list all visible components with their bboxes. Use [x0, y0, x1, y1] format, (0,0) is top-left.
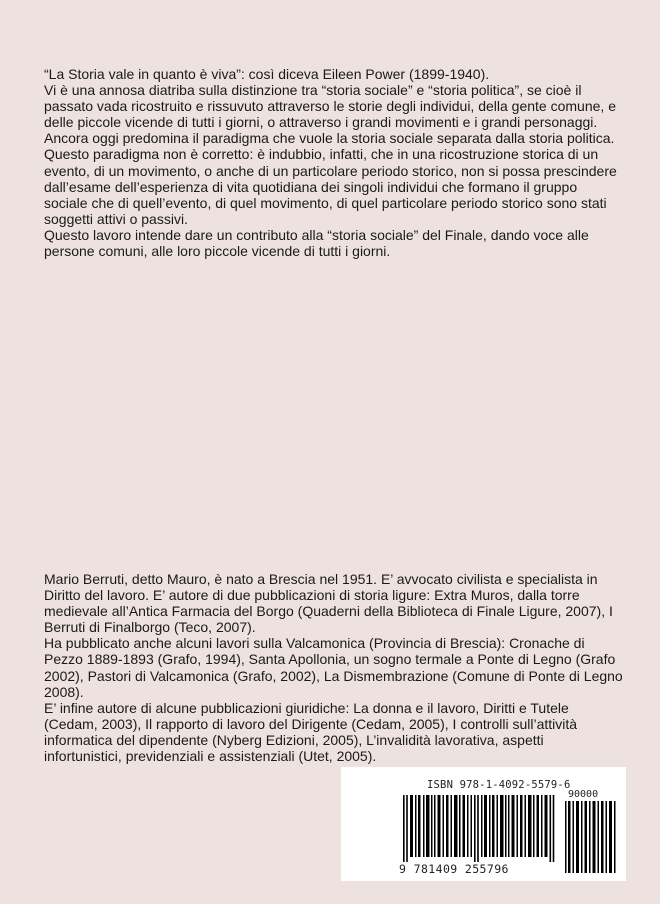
back-cover-blurb: [44, 66, 624, 259]
bio-paragraph: Ha pubblicato anche alcuni lavori sulla Valcamonica (Provincia di Brescia): Cronache di Pezzo 1889-1893 (Grafo, 1994), Santa Apollonia, un sogno termale a Ponte di Legno (Grafo 2002), Pastori di Valcamonica (Grafo, 2002), La Dismembrazione (Comune di Ponte di Legno 2008).: [44, 635, 623, 700]
isbn-barcode: [341, 767, 626, 881]
bio-paragraph: E’ infine autore di alcune pubblicazioni giuridiche: La donna e il lavoro, Diritti e Tutele (Cedam, 2003), Il rapporto di lavoro del Dirigente (Cedam, 2005), I controlli sull’attività informatica del dipendente (Nyberg Edizioni, 2005), L’invalidità lavorativa, aspetti infortunistici, previdenziali e assistenziali (Utet, 2005).: [44, 699, 578, 765]
epigraph-line: “La Storia vale in quanto è viva”: così diceva Eileen Power (1899-1940).: [44, 66, 490, 82]
ean-digits: 9 781409 255796: [399, 862, 563, 876]
blurb-paragraph: Questo lavoro intende dare un contributo alla “storia sociale” del Finale, dando voce alle persone comuni, alle loro piccole vicende di tutti i giorni.: [44, 226, 589, 260]
isbn-label: ISBN 978-1-4092-5579-6: [427, 779, 571, 791]
author-biography: [44, 571, 624, 764]
barcode-bars-icon: [403, 795, 557, 865]
bio-paragraph: Mario Berruti, detto Mauro, è nato a Brescia nel 1951. E’ avvocato civilista e specialista in Diritto del lavoro. E’ autore di due pubblicazioni di storia ligure: Extra Muros, dalla torre medievale all’Antica Farmacia del Borgo (Quaderni della Biblioteca di Finale Ligure, 2007), I Berruti di Finalborgo (Teco, 2007).: [44, 571, 613, 636]
price-addon-digits: 90000: [568, 789, 599, 800]
addon-barcode-bars-icon: [565, 801, 617, 873]
blurb-paragraph: Vi è una annosa diatriba sulla distinzione tra “storia sociale” e “storia politica”, se cioè il passato vada ricostruito e rissuvuto attraverso le storie degli individui, della gente comune, e delle piccole vicende di tutti i giorni, o attraverso i grandi movimenti e i grandi personaggi. Ancora oggi predomina il paradigma che vuole la storia sociale separata dalla storia politica. Questo paradigma non è corretto: è indubbio, infatti, che in una ricostruzione storica di un evento, di un movimento, o anche di un particolare periodo storico, non si possa prescindere dall’esame dell’esperienza di vita quotidiana dei singoli individui che formano il gruppo sociale che di quell’evento, di quel movimento, di quel particolare periodo storico sono stati soggetti attivi o passivi.: [44, 82, 617, 227]
